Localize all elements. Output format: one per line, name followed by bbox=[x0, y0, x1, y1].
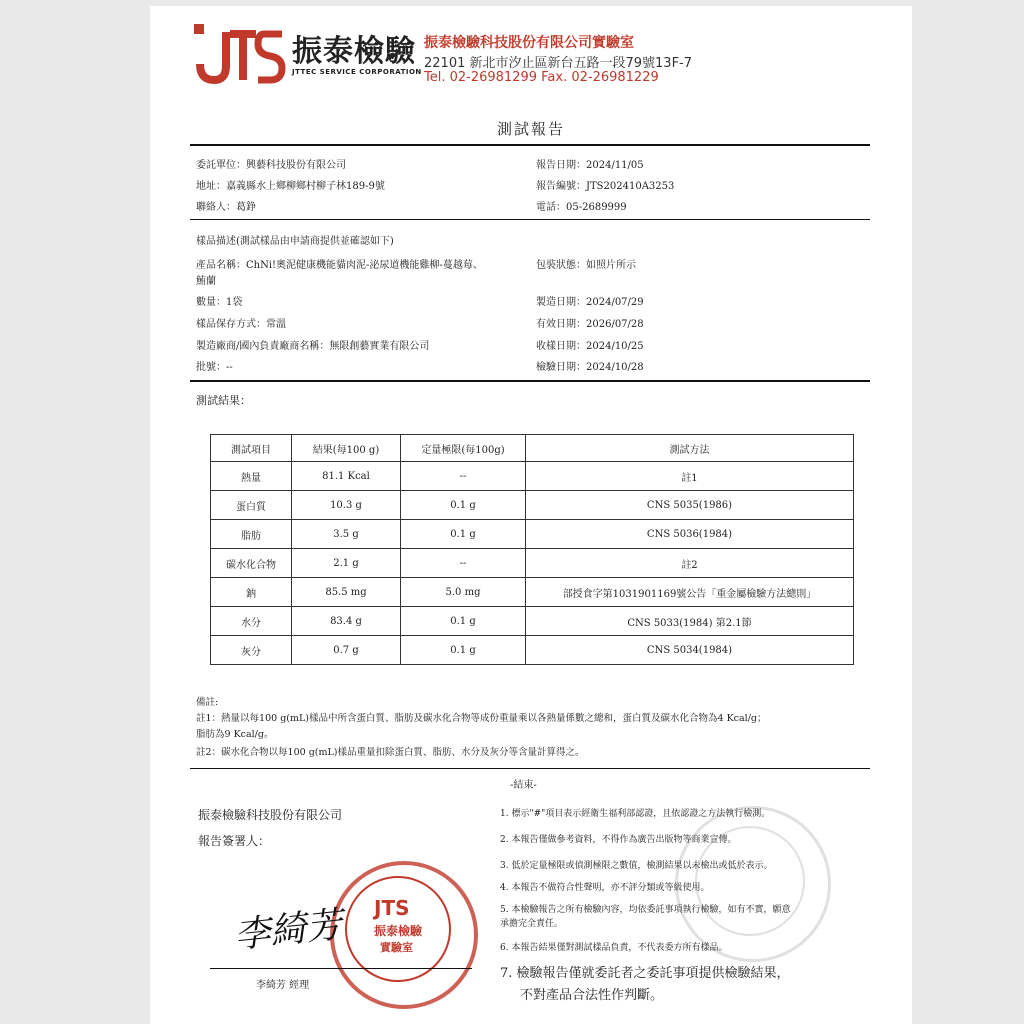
col-header: 測試方法 bbox=[526, 435, 854, 462]
divider bbox=[190, 768, 870, 769]
table-row bbox=[211, 607, 854, 636]
brand-en: JTTEC SERVICE CORPORATION bbox=[292, 68, 422, 76]
client-phone: 電話：05-2689999 bbox=[536, 202, 627, 213]
cell: 83.4 g bbox=[292, 607, 401, 636]
cell: 0.1 g bbox=[401, 607, 526, 636]
report-number: 報告編號：JTS202410A3253 bbox=[536, 181, 675, 192]
cell: -- bbox=[401, 462, 526, 491]
client-address: 地址：嘉義縣水上鄉柳鄉村柳子林189-9號 bbox=[196, 181, 385, 192]
stamp-logo: JTS bbox=[374, 896, 410, 920]
table-row bbox=[211, 491, 854, 520]
col-header: 測試項目 bbox=[211, 435, 292, 462]
sample-desc: 樣品描述(測試樣品由申請商提供並確認如下) bbox=[196, 236, 394, 247]
cell: 0.1 g bbox=[401, 491, 526, 520]
cell: 0.1 g bbox=[401, 636, 526, 665]
cell: 碳水化合物 bbox=[211, 549, 292, 578]
table-header-row bbox=[211, 435, 854, 462]
table-row bbox=[211, 578, 854, 607]
table-row bbox=[211, 549, 854, 578]
storage: 樣品保存方式：常溫 bbox=[196, 319, 286, 330]
end-mark: -結束- bbox=[510, 780, 537, 791]
cell: CNS 5036(1984) bbox=[526, 520, 854, 549]
disclaimer-5: 5. 本檢驗報告之所有檢驗內容，均依委託事項執行檢驗，如有不實，願意 bbox=[500, 905, 791, 915]
note-1-cont: 脂肪為9 Kcal/g。 bbox=[196, 729, 274, 740]
package-status: 包裝狀態：如照片所示 bbox=[536, 260, 636, 271]
cell: CNS 5034(1984) bbox=[526, 636, 854, 665]
disclaimer-3: 3. 低於定量極限或偵測極限之數值，檢測結果以未檢出或低於表示。 bbox=[500, 861, 773, 871]
signature-company: 振泰檢驗科技股份有限公司 bbox=[198, 808, 343, 822]
mfg-date: 製造日期：2024/07/29 bbox=[536, 297, 644, 308]
stamp-line2: 實驗室 bbox=[380, 941, 413, 954]
product-name-cont: 鮪蘭 bbox=[196, 276, 216, 287]
signature-line bbox=[210, 968, 472, 969]
disclaimer-2: 2. 本報告僅做參考資料，不得作為廣告出版物等商業宣傳。 bbox=[500, 835, 737, 845]
cell: 灰分 bbox=[211, 636, 292, 665]
cell: 鈉 bbox=[211, 578, 292, 607]
table-row bbox=[211, 462, 854, 491]
sample-qty: 數量：1袋 bbox=[196, 297, 243, 308]
col-header: 定量極限(每100g) bbox=[401, 435, 526, 462]
cell: 註1 bbox=[526, 462, 854, 491]
cell: 5.0 mg bbox=[401, 578, 526, 607]
signer-label: 報告簽署人： bbox=[198, 834, 271, 848]
expiry-date: 有效日期：2026/07/28 bbox=[536, 319, 644, 330]
cell: 蛋白質 bbox=[211, 491, 292, 520]
cell: CNS 5033(1984) 第2.1節 bbox=[526, 607, 854, 636]
divider bbox=[190, 380, 870, 382]
cell: 0.7 g bbox=[292, 636, 401, 665]
jts-logo bbox=[194, 24, 286, 86]
lab-address: 22101 新北市汐止區新台五路一段79號13F-7 bbox=[424, 56, 693, 71]
report-date: 報告日期：2024/11/05 bbox=[536, 160, 644, 171]
cell: 10.3 g bbox=[292, 491, 401, 520]
cell: 水分 bbox=[211, 607, 292, 636]
divider bbox=[190, 219, 870, 220]
cell: 81.1 Kcal bbox=[292, 462, 401, 491]
client-contact: 聯絡人：葛錚 bbox=[196, 202, 256, 213]
product-name: 產品名稱：ChNi!奧泥健康機能貓肉泥-泌尿道機能雞柳-蔓越莓、 bbox=[196, 260, 483, 271]
cell: 部授食字第1031901169號公告「重金屬檢驗方法總則」 bbox=[526, 578, 854, 607]
lab-name: 振泰檢驗科技股份有限公司實驗室 bbox=[424, 35, 634, 51]
report-title: 測試報告 bbox=[496, 120, 565, 138]
batch-no: 批號：-- bbox=[196, 362, 233, 373]
received-date: 收樣日期：2024/10/25 bbox=[536, 341, 644, 352]
notes-label: 備註: bbox=[196, 697, 219, 708]
cell: 2.1 g bbox=[292, 549, 401, 578]
test-date: 檢驗日期：2024/10/28 bbox=[536, 362, 644, 373]
disclaimer-7: 7. 檢驗報告僅就委託者之委託事項提供檢驗結果， bbox=[500, 966, 790, 981]
disclaimer-5-cont: 承擔完全責任。 bbox=[500, 919, 564, 929]
client-unit: 委託單位：興藝科技股份有限公司 bbox=[196, 160, 346, 171]
cell: 85.5 mg bbox=[292, 578, 401, 607]
note-2: 註2：碳水化合物以每100 g(mL)樣品重量扣除蛋白質、脂肪、水分及灰分等含量計算得之。 bbox=[196, 747, 585, 758]
cell: 0.1 g bbox=[401, 520, 526, 549]
report-page bbox=[150, 6, 912, 1024]
col-header: 結果(每100 g) bbox=[292, 435, 401, 462]
cell: -- bbox=[401, 549, 526, 578]
brand-name: 振泰檢驗 bbox=[292, 34, 416, 69]
cell: 熱量 bbox=[211, 462, 292, 491]
cell: 3.5 g bbox=[292, 520, 401, 549]
disclaimer-4: 4. 本報告不做符合性聲明，亦不評分類或等級使用。 bbox=[500, 883, 710, 893]
handwritten-signature: 李綺芳 bbox=[232, 904, 345, 957]
disclaimer-6: 6. 本報告結果僅對測試樣品負責，不代表委方所有樣品。 bbox=[500, 943, 728, 953]
cell: 註2 bbox=[526, 549, 854, 578]
results-table bbox=[210, 434, 854, 665]
table-row bbox=[211, 636, 854, 665]
stamp-line1: 振泰檢驗 bbox=[374, 924, 423, 938]
table-row bbox=[211, 520, 854, 549]
results-label: 測試結果： bbox=[196, 394, 251, 407]
cell: 脂肪 bbox=[211, 520, 292, 549]
divider bbox=[190, 144, 870, 146]
lab-tel: Tel. 02-26981299 Fax. 02-26981229 bbox=[424, 70, 659, 85]
manufacturer: 製造廠商/國內負責廠商名稱：無限創藝實業有限公司 bbox=[196, 341, 430, 352]
cell: CNS 5035(1986) bbox=[526, 491, 854, 520]
note-1: 註1：熱量以每100 g(mL)樣品中所含蛋白質、脂肪及碳水化合物等成份重量乘以各熱量係數之總和，蛋白質及碳水化合物為4 Kcal/g； bbox=[196, 713, 767, 724]
disclaimer-7-cont: 不對產品合法性作判斷。 bbox=[520, 988, 664, 1003]
disclaimer-1: 1. 標示"#"項目表示經衛生福利部認證，且依認證之方法執行檢測。 bbox=[500, 809, 771, 819]
signer-name: 李綺芳 經理 bbox=[256, 980, 310, 991]
